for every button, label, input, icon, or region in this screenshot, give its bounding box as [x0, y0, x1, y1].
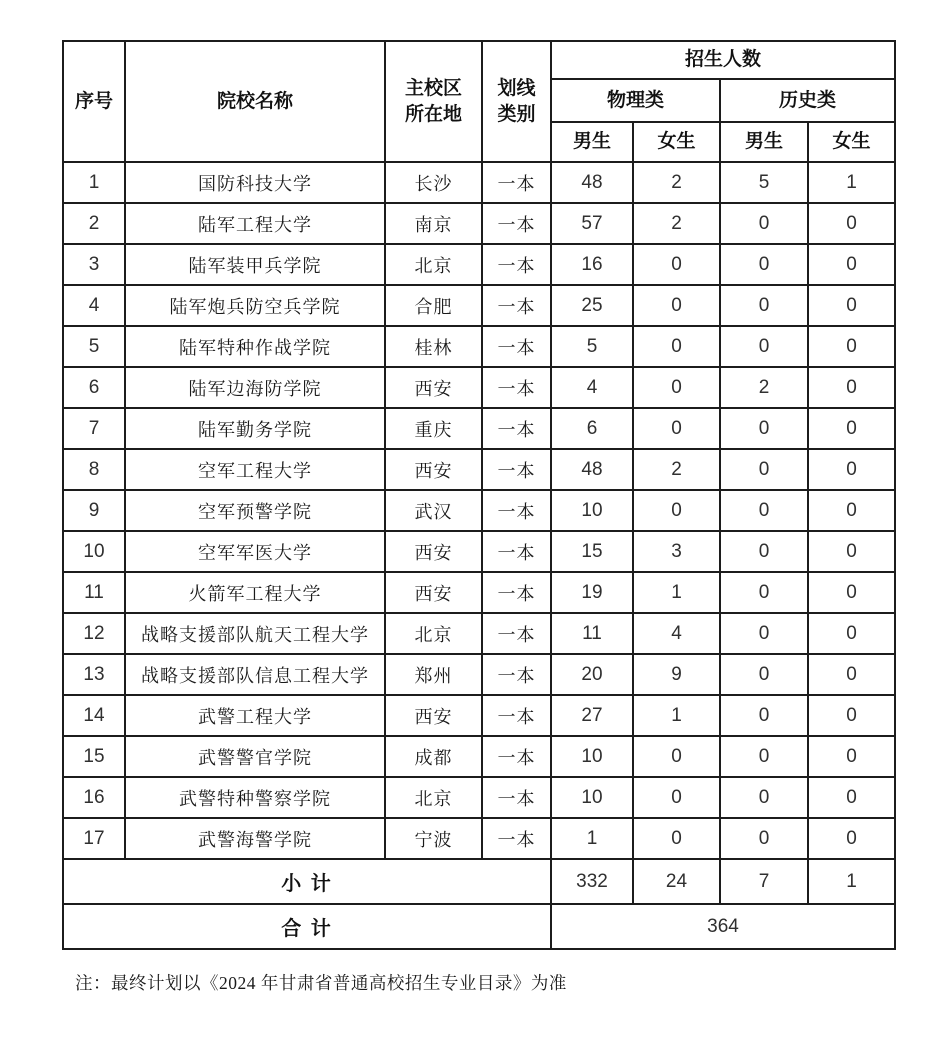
row-history-male: 2: [720, 367, 808, 408]
row-history-female: 0: [808, 285, 895, 326]
row-history-female: 1: [808, 162, 895, 203]
row-history-male: 0: [720, 531, 808, 572]
row-physics-female: 2: [633, 162, 720, 203]
row-history-female: 0: [808, 654, 895, 695]
row-history-male: 0: [720, 408, 808, 449]
table-row: [63, 408, 895, 449]
total-label: 合 计: [63, 904, 551, 949]
row-line-category: 一本: [482, 244, 551, 285]
row-school-name: 武警工程大学: [125, 695, 385, 736]
row-seq: 2: [63, 203, 125, 244]
row-school-name: 陆军炮兵防空兵学院: [125, 285, 385, 326]
row-physics-male: 5: [551, 326, 633, 367]
row-physics-female: 0: [633, 326, 720, 367]
row-history-female: 0: [808, 244, 895, 285]
row-school-name: 陆军勤务学院: [125, 408, 385, 449]
row-physics-male: 57: [551, 203, 633, 244]
row-physics-female: 2: [633, 449, 720, 490]
row-campus: 北京: [385, 613, 482, 654]
row-history-male: 0: [720, 203, 808, 244]
row-campus: 合肥: [385, 285, 482, 326]
table-row: [63, 449, 895, 490]
row-physics-female: 0: [633, 408, 720, 449]
row-campus: 宁波: [385, 818, 482, 859]
header-history-group: 历史类: [720, 79, 895, 122]
row-campus: 长沙: [385, 162, 482, 203]
row-school-name: 陆军工程大学: [125, 203, 385, 244]
header-history-male: 男生: [720, 122, 808, 162]
footnote: 注：最终计划以《2024 年甘肃省普通高校招生专业目录》为准: [75, 973, 567, 993]
row-physics-female: 0: [633, 490, 720, 531]
row-history-male: 5: [720, 162, 808, 203]
table-row: [63, 203, 895, 244]
row-line-category: 一本: [482, 408, 551, 449]
row-campus: 郑州: [385, 654, 482, 695]
row-physics-female: 0: [633, 736, 720, 777]
row-campus: 西安: [385, 531, 482, 572]
table-header: [63, 41, 895, 162]
row-line-category: 一本: [482, 777, 551, 818]
row-school-name: 空军工程大学: [125, 449, 385, 490]
row-seq: 17: [63, 818, 125, 859]
row-history-male: 0: [720, 285, 808, 326]
row-line-category: 一本: [482, 736, 551, 777]
row-physics-female: 1: [633, 572, 720, 613]
row-physics-male: 27: [551, 695, 633, 736]
row-line-category: 一本: [482, 654, 551, 695]
table-summary: [63, 859, 895, 949]
subtotal-row: [63, 859, 895, 904]
row-campus: 重庆: [385, 408, 482, 449]
row-history-female: 0: [808, 777, 895, 818]
row-campus: 西安: [385, 695, 482, 736]
row-seq: 13: [63, 654, 125, 695]
row-physics-female: 3: [633, 531, 720, 572]
row-line-category: 一本: [482, 326, 551, 367]
subtotal-physics-female: 24: [633, 859, 720, 904]
row-history-male: 0: [720, 818, 808, 859]
row-seq: 6: [63, 367, 125, 408]
row-school-name: 陆军特种作战学院: [125, 326, 385, 367]
row-seq: 4: [63, 285, 125, 326]
row-campus: 西安: [385, 572, 482, 613]
row-physics-male: 48: [551, 449, 633, 490]
row-history-male: 0: [720, 244, 808, 285]
row-line-category: 一本: [482, 162, 551, 203]
table-row: [63, 490, 895, 531]
table-row: [63, 654, 895, 695]
row-history-female: 0: [808, 367, 895, 408]
header-enrollment-count: 招生人数: [551, 41, 895, 79]
row-line-category: 一本: [482, 695, 551, 736]
row-physics-male: 10: [551, 736, 633, 777]
table-row: [63, 367, 895, 408]
row-physics-male: 48: [551, 162, 633, 203]
row-physics-male: 25: [551, 285, 633, 326]
subtotal-history-male: 7: [720, 859, 808, 904]
row-physics-female: 0: [633, 777, 720, 818]
row-line-category: 一本: [482, 367, 551, 408]
row-seq: 16: [63, 777, 125, 818]
table-row: [63, 613, 895, 654]
row-physics-male: 6: [551, 408, 633, 449]
row-history-female: 0: [808, 449, 895, 490]
row-seq: 11: [63, 572, 125, 613]
row-school-name: 武警海警学院: [125, 818, 385, 859]
header-school-name: 院校名称: [125, 41, 385, 162]
row-history-female: 0: [808, 326, 895, 367]
row-school-name: 武警警官学院: [125, 736, 385, 777]
row-campus: 成都: [385, 736, 482, 777]
row-campus: 南京: [385, 203, 482, 244]
row-line-category: 一本: [482, 572, 551, 613]
row-seq: 12: [63, 613, 125, 654]
row-seq: 5: [63, 326, 125, 367]
header-line-category: 划线 类别: [482, 41, 551, 162]
subtotal-history-female: 1: [808, 859, 895, 904]
header-history-female: 女生: [808, 122, 895, 162]
row-campus: 北京: [385, 244, 482, 285]
table-row: [63, 531, 895, 572]
row-seq: 10: [63, 531, 125, 572]
subtotal-label: 小 计: [63, 859, 551, 904]
row-physics-female: 1: [633, 695, 720, 736]
row-history-female: 0: [808, 531, 895, 572]
row-seq: 3: [63, 244, 125, 285]
table-row: [63, 695, 895, 736]
row-seq: 8: [63, 449, 125, 490]
row-physics-female: 4: [633, 613, 720, 654]
row-history-female: 0: [808, 736, 895, 777]
row-history-male: 0: [720, 572, 808, 613]
row-history-female: 0: [808, 490, 895, 531]
row-physics-male: 19: [551, 572, 633, 613]
row-line-category: 一本: [482, 449, 551, 490]
row-history-male: 0: [720, 449, 808, 490]
row-history-female: 0: [808, 572, 895, 613]
header-physics-group: 物理类: [551, 79, 720, 122]
row-physics-male: 4: [551, 367, 633, 408]
row-history-female: 0: [808, 695, 895, 736]
row-history-male: 0: [720, 695, 808, 736]
row-physics-female: 2: [633, 203, 720, 244]
row-physics-male: 1: [551, 818, 633, 859]
row-line-category: 一本: [482, 613, 551, 654]
row-physics-male: 20: [551, 654, 633, 695]
row-physics-female: 0: [633, 367, 720, 408]
table-row: [63, 285, 895, 326]
table-row: [63, 326, 895, 367]
total-row: [63, 904, 895, 949]
row-campus: 北京: [385, 777, 482, 818]
row-school-name: 战略支援部队信息工程大学: [125, 654, 385, 695]
row-school-name: 陆军装甲兵学院: [125, 244, 385, 285]
row-physics-male: 11: [551, 613, 633, 654]
row-school-name: 空军预警学院: [125, 490, 385, 531]
row-line-category: 一本: [482, 285, 551, 326]
row-physics-male: 10: [551, 490, 633, 531]
row-physics-female: 0: [633, 244, 720, 285]
row-physics-female: 0: [633, 285, 720, 326]
table-row: [63, 162, 895, 203]
row-physics-female: 0: [633, 818, 720, 859]
table-row: [63, 818, 895, 859]
row-seq: 9: [63, 490, 125, 531]
table-row: [63, 244, 895, 285]
table-row: [63, 777, 895, 818]
table-row: [63, 736, 895, 777]
row-seq: 15: [63, 736, 125, 777]
row-physics-male: 16: [551, 244, 633, 285]
row-campus: 西安: [385, 367, 482, 408]
row-campus: 西安: [385, 449, 482, 490]
row-school-name: 陆军边海防学院: [125, 367, 385, 408]
row-history-male: 0: [720, 654, 808, 695]
row-history-female: 0: [808, 203, 895, 244]
row-physics-male: 10: [551, 777, 633, 818]
table-row: [63, 572, 895, 613]
row-history-female: 0: [808, 613, 895, 654]
row-seq: 14: [63, 695, 125, 736]
row-history-male: 0: [720, 490, 808, 531]
row-campus: 武汉: [385, 490, 482, 531]
row-campus: 桂林: [385, 326, 482, 367]
row-history-female: 0: [808, 408, 895, 449]
row-history-male: 0: [720, 777, 808, 818]
row-line-category: 一本: [482, 531, 551, 572]
row-school-name: 战略支援部队航天工程大学: [125, 613, 385, 654]
row-seq: 1: [63, 162, 125, 203]
header-physics-male: 男生: [551, 122, 633, 162]
row-seq: 7: [63, 408, 125, 449]
row-history-male: 0: [720, 326, 808, 367]
row-history-male: 0: [720, 613, 808, 654]
total-value: 364: [551, 904, 895, 949]
row-school-name: 火箭军工程大学: [125, 572, 385, 613]
header-campus-location: 主校区 所在地: [385, 41, 482, 162]
enrollment-table: [62, 40, 896, 950]
row-physics-female: 9: [633, 654, 720, 695]
table-body: [63, 162, 895, 859]
row-line-category: 一本: [482, 203, 551, 244]
row-physics-male: 15: [551, 531, 633, 572]
row-history-male: 0: [720, 736, 808, 777]
row-line-category: 一本: [482, 818, 551, 859]
subtotal-physics-male: 332: [551, 859, 633, 904]
row-school-name: 武警特种警察学院: [125, 777, 385, 818]
row-history-female: 0: [808, 818, 895, 859]
row-line-category: 一本: [482, 490, 551, 531]
header-physics-female: 女生: [633, 122, 720, 162]
row-school-name: 空军军医大学: [125, 531, 385, 572]
row-school-name: 国防科技大学: [125, 162, 385, 203]
header-seq: 序号: [63, 41, 125, 162]
